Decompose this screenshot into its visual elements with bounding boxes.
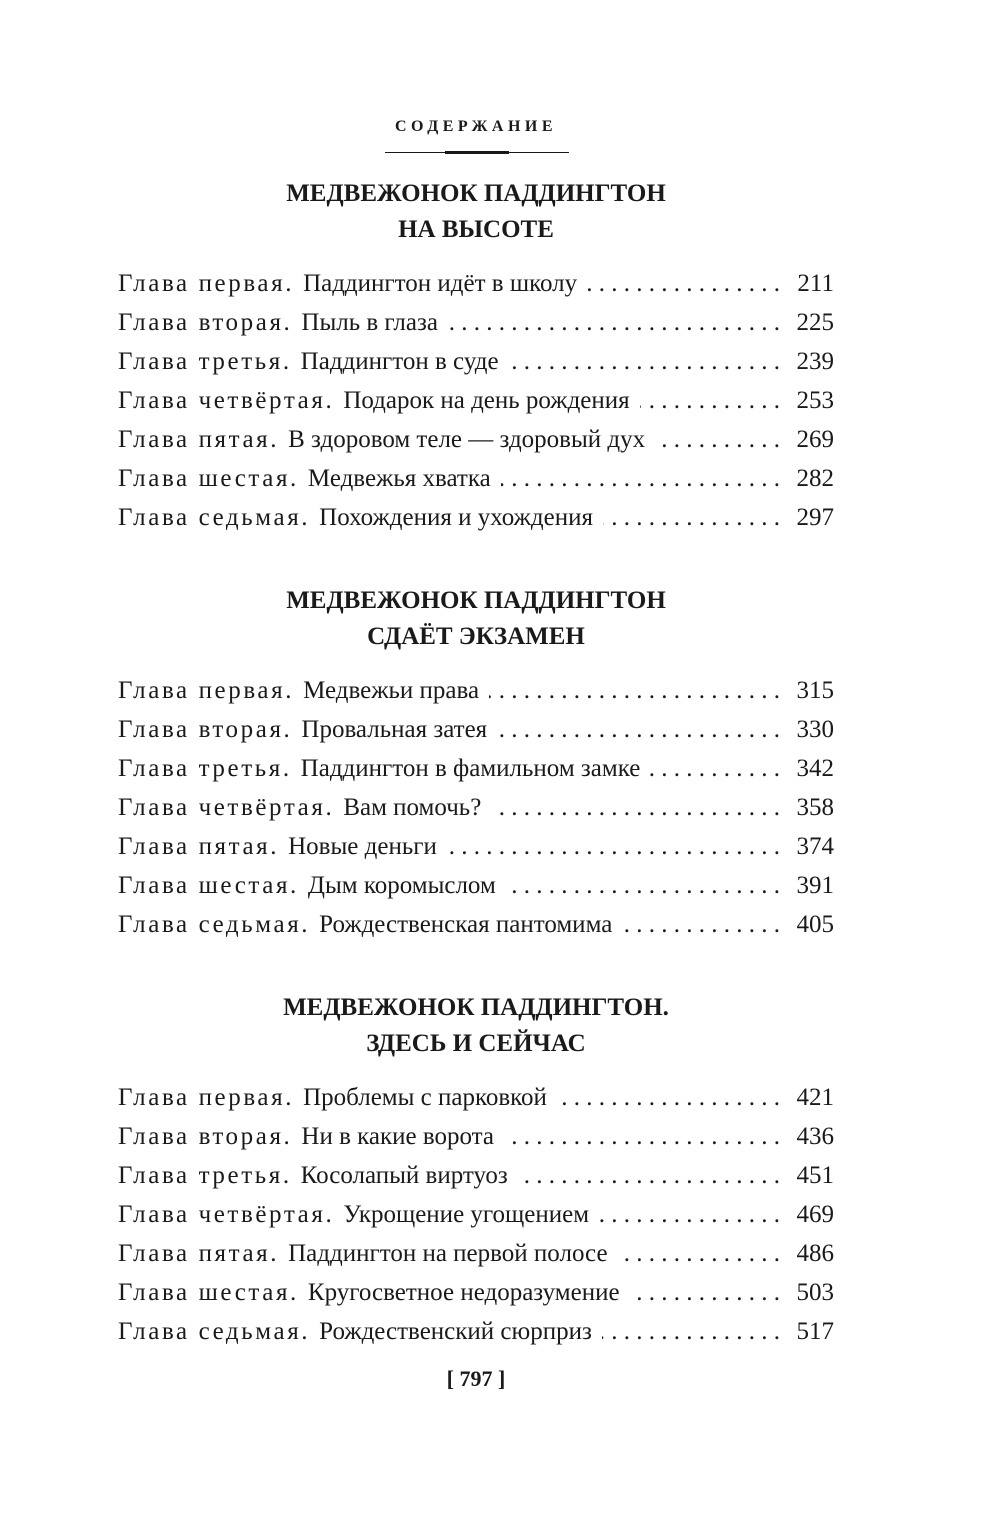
chapter-title: Медвежья хватка bbox=[307, 465, 491, 492]
chapter-title: Проблемы с парковкой bbox=[303, 1084, 547, 1111]
leader-dots bbox=[506, 866, 780, 905]
chapter-entry[interactable] bbox=[118, 459, 834, 498]
chapter-title: Новые деньги bbox=[288, 833, 437, 860]
chapter-title: Укрощение угощением bbox=[343, 1201, 590, 1228]
chapter-page-number: 269 bbox=[796, 426, 834, 453]
chapter-label: Глава первая. bbox=[118, 1084, 295, 1111]
chapter-entry[interactable] bbox=[118, 1234, 834, 1273]
chapter-title: Паддингтон идёт в школу bbox=[303, 270, 578, 297]
chapter-page-number: 225 bbox=[796, 309, 834, 336]
chapter-page-number: 517 bbox=[796, 1318, 834, 1345]
chapter-entry[interactable] bbox=[118, 866, 834, 905]
section-title-line2: СДАЁТ ЭКЗАМЕН bbox=[367, 623, 585, 650]
chapter-title: Медвежьи права bbox=[303, 677, 480, 704]
chapter-label: Глава вторая. bbox=[118, 716, 293, 743]
leader-dots bbox=[448, 303, 780, 342]
chapter-entry[interactable] bbox=[118, 671, 834, 710]
chapter-page-number: 297 bbox=[796, 504, 834, 531]
chapter-title: Кругосветное недоразумение bbox=[307, 1279, 620, 1306]
chapter-entry[interactable] bbox=[118, 1156, 834, 1195]
chapter-page-number: 405 bbox=[796, 911, 834, 938]
leader-dots bbox=[622, 905, 780, 944]
chapter-label: Глава седьмая. bbox=[118, 1318, 311, 1345]
chapter-label: Глава шестая. bbox=[118, 465, 299, 492]
chapter-entry[interactable] bbox=[118, 264, 834, 303]
page-header: СОДЕРЖАНИЕ bbox=[394, 118, 558, 135]
chapter-label: Глава третья. bbox=[118, 348, 292, 375]
leader-dots bbox=[618, 1234, 780, 1273]
section-title-line2: НА ВЫСОТЕ bbox=[398, 216, 554, 243]
chapter-label: Глава седьмая. bbox=[118, 911, 311, 938]
chapter-label: Глава четвёртая. bbox=[118, 794, 335, 821]
leader-dots bbox=[655, 420, 780, 459]
chapter-entry[interactable] bbox=[118, 1195, 834, 1234]
leader-dots bbox=[518, 1156, 780, 1195]
leader-dots bbox=[603, 498, 780, 537]
header-divider-accent bbox=[445, 151, 509, 154]
chapter-entry[interactable] bbox=[118, 342, 834, 381]
chapter-title: Провальная затея bbox=[301, 716, 488, 743]
chapter-entry[interactable] bbox=[118, 381, 834, 420]
chapter-page-number: 374 bbox=[796, 833, 834, 860]
leader-dots bbox=[599, 1195, 780, 1234]
chapter-page-number: 282 bbox=[796, 465, 834, 492]
chapter-title: Вам помочь? bbox=[343, 794, 482, 821]
section-title-line1: МЕДВЕЖОНОК ПАДДИНГТОН. bbox=[283, 994, 669, 1021]
chapter-title: Паддингтон в суде bbox=[300, 348, 499, 375]
chapter-entry[interactable] bbox=[118, 1117, 834, 1156]
chapter-label: Глава пятая. bbox=[118, 426, 280, 453]
chapter-page-number: 503 bbox=[796, 1279, 834, 1306]
chapter-title: Рождественский сюрприз bbox=[319, 1318, 592, 1345]
leader-dots bbox=[489, 671, 780, 710]
toc-section bbox=[118, 990, 834, 1351]
leader-dots bbox=[501, 459, 780, 498]
chapter-entry[interactable] bbox=[118, 420, 834, 459]
chapter-title: Паддингтон в фамильном замке bbox=[300, 755, 641, 782]
chapter-title: Паддингтон на первой полосе bbox=[288, 1240, 608, 1267]
leader-dots bbox=[587, 264, 780, 303]
leader-dots bbox=[497, 710, 780, 749]
chapter-entry[interactable] bbox=[118, 749, 834, 788]
chapter-title: Рождественская пантомима bbox=[319, 911, 613, 938]
chapter-entry[interactable] bbox=[118, 303, 834, 342]
leader-dots bbox=[557, 1078, 780, 1117]
chapter-list bbox=[118, 671, 834, 944]
chapter-page-number: 315 bbox=[796, 677, 834, 704]
chapter-title: Дым коромыслом bbox=[307, 872, 496, 899]
chapter-page-number: 469 bbox=[796, 1201, 834, 1228]
chapter-label: Глава шестая. bbox=[118, 872, 299, 899]
chapter-entry[interactable] bbox=[118, 498, 834, 537]
section-title bbox=[118, 990, 834, 1062]
section-title-line1: МЕДВЕЖОНОК ПАДДИНГТОН bbox=[286, 587, 666, 614]
chapter-page-number: 486 bbox=[796, 1240, 834, 1267]
leader-dots bbox=[650, 749, 780, 788]
chapter-label: Глава пятая. bbox=[118, 833, 280, 860]
section-title bbox=[118, 176, 834, 248]
chapter-entry[interactable] bbox=[118, 905, 834, 944]
chapter-label: Глава первая. bbox=[118, 270, 295, 297]
chapter-entry[interactable] bbox=[118, 827, 834, 866]
chapter-label: Глава первая. bbox=[118, 677, 295, 704]
leader-dots bbox=[509, 342, 780, 381]
chapter-entry[interactable] bbox=[118, 1078, 834, 1117]
chapter-label: Глава седьмая. bbox=[118, 504, 311, 531]
section-title bbox=[118, 583, 834, 655]
chapter-label: Глава третья. bbox=[118, 755, 292, 782]
chapter-list bbox=[118, 264, 834, 537]
toc-page bbox=[118, 0, 834, 1517]
chapter-entry[interactable] bbox=[118, 1312, 834, 1351]
chapter-page-number: 451 bbox=[796, 1162, 834, 1189]
leader-dots bbox=[447, 827, 780, 866]
chapter-page-number: 391 bbox=[796, 872, 834, 899]
leader-dots bbox=[504, 1117, 780, 1156]
chapter-label: Глава пятая. bbox=[118, 1240, 280, 1267]
leader-dots bbox=[491, 788, 780, 827]
chapter-entry[interactable] bbox=[118, 1273, 834, 1312]
chapter-title: Косолапый виртуоз bbox=[300, 1162, 508, 1189]
chapter-page-number: 253 bbox=[796, 387, 834, 414]
chapter-list bbox=[118, 1078, 834, 1351]
chapter-title: Подарок на день рождения bbox=[343, 387, 630, 414]
toc-section bbox=[118, 583, 834, 944]
chapter-page-number: 421 bbox=[796, 1084, 834, 1111]
chapter-page-number: 342 bbox=[796, 755, 834, 782]
leader-dots bbox=[602, 1312, 780, 1351]
chapter-title: Ни в какие ворота bbox=[301, 1123, 494, 1150]
toc-section bbox=[118, 176, 834, 537]
chapter-title: В здоровом теле — здоровый дух bbox=[288, 426, 646, 453]
chapter-label: Глава третья. bbox=[118, 1162, 292, 1189]
chapter-page-number: 358 bbox=[796, 794, 834, 821]
chapter-label: Глава вторая. bbox=[118, 309, 293, 336]
section-title-line1: МЕДВЕЖОНОК ПАДДИНГТОН bbox=[286, 180, 666, 207]
chapter-label: Глава четвёртая. bbox=[118, 1201, 335, 1228]
page-number: [ 797 ] bbox=[446, 1366, 506, 1391]
chapter-page-number: 330 bbox=[796, 716, 834, 743]
chapter-label: Глава вторая. bbox=[118, 1123, 293, 1150]
section-title-line2: ЗДЕСЬ И СЕЙЧАС bbox=[366, 1030, 586, 1057]
chapter-entry[interactable] bbox=[118, 710, 834, 749]
chapter-page-number: 239 bbox=[796, 348, 834, 375]
chapter-entry[interactable] bbox=[118, 788, 834, 827]
chapter-page-number: 211 bbox=[797, 270, 834, 297]
chapter-label: Глава четвёртая. bbox=[118, 387, 335, 414]
chapter-title: Похождения и ухождения bbox=[319, 504, 594, 531]
leader-dots bbox=[640, 381, 780, 420]
leader-dots bbox=[630, 1273, 780, 1312]
chapter-page-number: 436 bbox=[796, 1123, 834, 1150]
chapter-title: Пыль в глаза bbox=[301, 309, 438, 336]
chapter-label: Глава шестая. bbox=[118, 1279, 299, 1306]
